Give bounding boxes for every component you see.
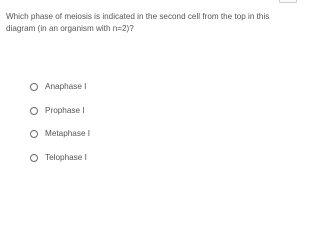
choice-label: Prophase I [45, 105, 85, 115]
answer-choice-anaphase-i[interactable] [30, 81, 90, 93]
choice-label: Telophase I [45, 153, 87, 163]
choice-label: Metaphase I [45, 129, 91, 139]
radio-button[interactable] [30, 154, 38, 162]
top-corner-frame [279, 0, 297, 3]
radio-button[interactable] [30, 107, 38, 115]
question-text: Which phase of meiosis is indicated in the second cell from the top in this diagram (in an organism with n=2)? [6, 12, 270, 33]
answer-choice-metaphase-i[interactable] [30, 128, 90, 140]
answer-choices [30, 81, 90, 176]
radio-button[interactable] [30, 83, 38, 91]
choice-label: Anaphase I [45, 82, 87, 91]
answer-choice-telophase-i[interactable] [30, 152, 90, 164]
radio-button[interactable] [30, 130, 38, 138]
answer-choice-prophase-i[interactable] [30, 105, 90, 117]
